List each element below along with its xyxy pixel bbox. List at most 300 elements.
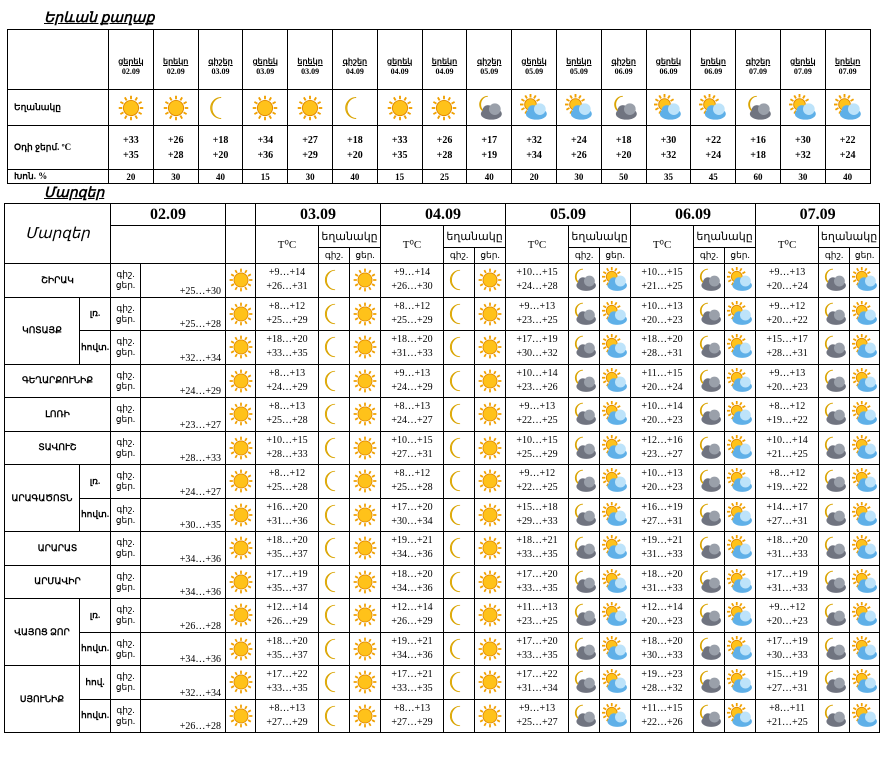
region-name: ՎԱՅՈՑ ՁՈՐ — [14, 626, 70, 637]
temp-night: +15…+19 — [766, 669, 808, 681]
sun-cloud-icon — [852, 602, 878, 628]
day-label: ցեր. — [115, 347, 136, 358]
sun-icon — [477, 435, 503, 461]
moon-icon — [446, 703, 472, 729]
sun-icon — [352, 267, 378, 293]
temp-max: +20 — [347, 149, 363, 161]
sun-icon — [352, 502, 378, 528]
day-label: ցեր. — [115, 682, 136, 693]
period-date: 02.09 — [166, 67, 185, 76]
weather-cell — [736, 90, 781, 126]
day-weather-cell — [350, 331, 381, 365]
sun-cloud-icon — [699, 94, 727, 122]
temp-max: +26 — [571, 149, 587, 161]
sun-cloud-icon — [852, 301, 878, 327]
weather-cell — [109, 90, 154, 126]
temp-cell — [631, 364, 694, 398]
temp-cell — [825, 126, 870, 170]
sun-cloud-icon — [789, 94, 817, 122]
temp-day: +31…+33 — [766, 549, 808, 561]
day-weather-cell — [725, 364, 756, 398]
weather-header-label: եղանակը — [446, 231, 503, 243]
region-cell — [5, 431, 111, 465]
temp-range: +28…+33 — [179, 453, 221, 464]
humidity-value: 45 — [708, 171, 718, 182]
moon-cloud-icon — [821, 703, 847, 729]
period-labels — [111, 532, 141, 566]
temp-night: +15…+17 — [766, 334, 808, 346]
temp-night: +17…+19 — [266, 568, 308, 580]
temp-max: +35 — [123, 149, 139, 161]
night-header — [319, 248, 350, 264]
weather-cell-0209 — [226, 398, 256, 432]
temp-night: +9…+13 — [768, 267, 806, 279]
day-weather-cell — [475, 264, 506, 298]
region-cell — [5, 465, 80, 532]
temp-day: +34…+36 — [391, 549, 433, 561]
moon-cloud-icon — [821, 267, 847, 293]
night-weather-cell — [569, 599, 600, 633]
night-weather-cell — [569, 364, 600, 398]
temp-header — [381, 226, 444, 264]
moon-cloud-icon — [475, 94, 503, 122]
moon-cloud-icon — [821, 602, 847, 628]
period-header — [198, 30, 243, 90]
day-weather-cell — [850, 431, 880, 465]
temp-day: +19…+22 — [766, 482, 808, 494]
moon-icon — [321, 435, 347, 461]
sun-cloud-icon — [852, 267, 878, 293]
moon-cloud-icon — [821, 502, 847, 528]
day-weather-cell — [600, 632, 631, 666]
weather-cell — [332, 90, 377, 126]
day-weather-cell — [725, 264, 756, 298]
temp-night: +12…+14 — [641, 602, 683, 614]
humidity-cell — [467, 170, 512, 184]
moon-cloud-icon — [571, 368, 597, 394]
day-weather-cell — [850, 331, 880, 365]
temp-night: +19…+21 — [391, 635, 433, 647]
period-label: ցերեկ — [521, 57, 547, 66]
humidity-value: 40 — [215, 171, 225, 182]
weather-cell — [288, 90, 333, 126]
sun-icon — [228, 468, 254, 494]
sun-cloud-icon — [852, 535, 878, 561]
temp-row-label: Օդի ջերմ. ºC — [14, 142, 72, 152]
humidity-value: 20 — [126, 171, 136, 182]
temp-max: +32 — [660, 149, 677, 161]
subregion-cell — [80, 699, 111, 733]
day-weather-cell — [600, 699, 631, 733]
region-name: ԼՈՌԻ — [45, 408, 70, 419]
day-weather-cell — [475, 599, 506, 633]
region-name: ԿՈՏԱՅՔ — [22, 325, 62, 335]
temp-night: +16…+20 — [266, 501, 308, 513]
day-weather-cell — [350, 666, 381, 700]
day-weather-cell — [850, 264, 880, 298]
weather-header — [569, 226, 631, 248]
temp-night: +19…+23 — [641, 669, 683, 681]
moon-icon — [446, 602, 472, 628]
period-label: ցերեկ — [655, 57, 682, 66]
weather-cell — [691, 90, 736, 126]
night-weather-cell — [819, 431, 850, 465]
sun-icon — [352, 468, 378, 494]
period-labels — [111, 599, 141, 633]
day-label: ցեր. — [115, 481, 136, 492]
day-weather-cell — [350, 699, 381, 733]
period-header — [825, 30, 870, 90]
weather-header — [819, 226, 880, 248]
temp-cell — [756, 565, 819, 599]
weather-row-label: Եղանակը — [14, 102, 61, 112]
temp-day: +34…+36 — [391, 649, 433, 661]
city-forecast-title: Երևան քաղաք — [44, 11, 155, 26]
temp-header-label: T⁰C — [402, 239, 422, 251]
humidity-cell — [332, 170, 377, 184]
period-date: 05.09 — [480, 67, 499, 76]
temp-day: +33…+35 — [266, 348, 308, 360]
sun-icon — [477, 569, 503, 595]
temp-day: +30…+33 — [641, 649, 683, 661]
moon-icon — [321, 401, 347, 427]
humidity-value: 15 — [260, 171, 270, 182]
night-weather-cell — [819, 297, 850, 331]
sun-cloud-icon — [602, 535, 628, 561]
night-weather-cell — [319, 632, 350, 666]
temp-cell — [756, 498, 819, 532]
night-weather-cell — [819, 632, 850, 666]
humidity-cell — [109, 170, 154, 184]
weather-cell — [198, 90, 243, 126]
temp-cell — [256, 666, 319, 700]
temp-cell — [631, 331, 694, 365]
sun-icon — [386, 94, 414, 122]
temp-night: +19…+21 — [391, 535, 433, 547]
temp-day: +20…+24 — [641, 381, 683, 393]
day-weather-cell — [850, 297, 880, 331]
moon-cloud-icon — [696, 334, 722, 360]
region-cell — [5, 398, 111, 432]
temp-cell — [506, 532, 569, 566]
sun-cloud-icon — [520, 94, 548, 122]
date-header — [506, 204, 631, 226]
temp-header-label: T⁰C — [777, 239, 797, 251]
humidity-cell — [825, 170, 870, 184]
temp-day: +34…+36 — [391, 582, 433, 594]
subregion-cell — [80, 498, 111, 532]
sun-icon — [352, 636, 378, 662]
night-weather-cell — [694, 398, 725, 432]
day-header-label: ցեր. — [480, 250, 500, 260]
day-weather-cell — [600, 331, 631, 365]
sun-cloud-icon — [727, 569, 753, 595]
temp-cell-0209 — [141, 297, 226, 331]
night-weather-cell — [694, 599, 725, 633]
temp-day: +25…+28 — [391, 482, 433, 494]
temp-day: +35…+37 — [266, 582, 308, 594]
subregion-cell — [80, 599, 111, 633]
sun-icon — [228, 636, 254, 662]
temp-night: +9…+12 — [518, 468, 556, 480]
day-label: ցեր. — [115, 715, 136, 726]
sun-cloud-icon — [727, 401, 753, 427]
humidity-cell — [512, 170, 557, 184]
day-weather-cell — [850, 364, 880, 398]
sun-cloud-icon — [852, 368, 878, 394]
weather-cell — [512, 90, 557, 126]
subregion-name: հովտ. — [80, 509, 110, 520]
period-header — [332, 30, 377, 90]
temp-day: +25…+28 — [266, 415, 308, 427]
sun-cloud-icon — [834, 94, 862, 122]
weather-header — [694, 226, 756, 248]
moon-cloud-icon — [571, 669, 597, 695]
moon-cloud-icon — [821, 435, 847, 461]
temp-cell — [381, 699, 444, 733]
temp-night: +8…+13 — [268, 401, 306, 413]
sun-cloud-icon — [602, 334, 628, 360]
period-date: 03.09 — [301, 67, 320, 76]
temp-max: +24 — [839, 149, 856, 161]
moon-icon — [446, 267, 472, 293]
sun-icon — [352, 334, 378, 360]
temp-day: +27…+31 — [391, 448, 433, 460]
night-header — [694, 248, 725, 264]
day-weather-cell — [350, 297, 381, 331]
temp-cell — [780, 126, 825, 170]
weather-cell — [422, 90, 467, 126]
temp-day: +23…+25 — [516, 616, 558, 628]
temp-cell-0209 — [141, 599, 226, 633]
period-date: 07.09 — [749, 67, 768, 76]
weather-cell-0209 — [226, 331, 256, 365]
moon-cloud-icon — [744, 94, 772, 122]
temp-day: +22…+25 — [516, 415, 558, 427]
moon-icon — [321, 502, 347, 528]
moon-cloud-icon — [696, 468, 722, 494]
temp-day: +23…+26 — [516, 381, 558, 393]
night-header — [444, 248, 475, 264]
weather-header — [319, 226, 381, 248]
temp-night: +18…+20 — [391, 334, 433, 346]
period-labels — [111, 331, 141, 365]
weather-cell — [153, 90, 198, 126]
temp-day: +31…+33 — [766, 582, 808, 594]
temp-night: +10…+15 — [516, 434, 558, 446]
period-label: երեկո — [566, 57, 592, 66]
day-weather-cell — [350, 264, 381, 298]
regions-header-label: Մարզեր — [25, 226, 90, 242]
temp-cell — [381, 532, 444, 566]
night-weather-cell — [569, 699, 600, 733]
sun-cloud-icon — [602, 636, 628, 662]
temp-cell — [756, 465, 819, 499]
temp-night: +18…+20 — [266, 635, 308, 647]
temp-cell — [256, 498, 319, 532]
subregion-cell — [80, 331, 111, 365]
temp-cell-0209 — [141, 699, 226, 733]
period-date: 07.09 — [793, 67, 812, 76]
temp-min: +33 — [391, 134, 408, 146]
period-header — [153, 30, 198, 90]
night-weather-cell — [569, 398, 600, 432]
moon-icon — [446, 435, 472, 461]
day-weather-cell — [850, 565, 880, 599]
temp-day: +25…+27 — [516, 716, 558, 728]
temp-night: +8…+12 — [268, 300, 306, 312]
period-label: երեկո — [297, 57, 323, 66]
temp-day: +31…+33 — [641, 549, 683, 561]
temp-night: +12…+14 — [391, 602, 433, 614]
sun-icon — [228, 401, 254, 427]
temp-night: +10…+15 — [266, 434, 308, 446]
night-label: գիշ. — [116, 637, 135, 648]
temp-day: +31…+34 — [516, 683, 558, 695]
temp-min: +32 — [526, 134, 542, 146]
night-weather-cell — [319, 331, 350, 365]
sun-cloud-icon — [602, 435, 628, 461]
sun-icon — [477, 334, 503, 360]
temp-header — [256, 226, 319, 264]
temp-night: +12…+16 — [641, 434, 683, 446]
temp-cell — [377, 126, 422, 170]
temp-day: +25…+29 — [516, 448, 558, 460]
date-label: 04.09 — [425, 205, 462, 223]
moon-cloud-icon — [696, 301, 722, 327]
night-weather-cell — [694, 364, 725, 398]
temp-night: +8…+13 — [268, 702, 306, 714]
night-weather-cell — [569, 331, 600, 365]
moon-cloud-icon — [821, 468, 847, 494]
sun-icon — [477, 703, 503, 729]
temp-night: +18…+20 — [266, 535, 308, 547]
temp-min: +30 — [795, 134, 811, 146]
weather-cell-0209 — [226, 465, 256, 499]
temp-cell — [381, 331, 444, 365]
regions-forecast-title: Մարզեր — [44, 186, 105, 201]
day-weather-cell — [725, 331, 756, 365]
night-weather-cell — [319, 532, 350, 566]
temp-cell — [691, 126, 736, 170]
moon-cloud-icon — [821, 669, 847, 695]
night-weather-cell — [444, 398, 475, 432]
temp-day: +27…+31 — [766, 683, 808, 695]
temp-cell — [256, 532, 319, 566]
temp-night: +9…+13 — [518, 401, 556, 413]
humidity-value: 60 — [753, 171, 763, 182]
period-date: 06.09 — [659, 67, 678, 76]
night-weather-cell — [694, 297, 725, 331]
period-header — [556, 30, 601, 90]
day-label: ցեր. — [115, 380, 136, 391]
temp-night: +8…+12 — [393, 468, 431, 480]
subregion-name: լռ. — [89, 475, 101, 486]
day-label: ցեր. — [115, 648, 136, 659]
night-weather-cell — [819, 565, 850, 599]
night-weather-cell — [444, 297, 475, 331]
temp-header-label: T⁰C — [527, 239, 547, 251]
period-header — [288, 30, 333, 90]
humidity-cell — [646, 170, 691, 184]
temp-day: +25…+29 — [266, 314, 308, 326]
moon-cloud-icon — [696, 602, 722, 628]
temp-range: +26…+28 — [179, 620, 221, 632]
temp-min: +30 — [660, 134, 677, 146]
region-cell — [5, 565, 111, 599]
temp-min: +22 — [839, 134, 856, 146]
day-weather-cell — [350, 565, 381, 599]
humidity-cell — [601, 170, 646, 184]
temp-day: +24…+28 — [516, 281, 558, 293]
temp-night: +8…+12 — [393, 300, 431, 312]
period-labels — [111, 565, 141, 599]
moon-icon — [446, 502, 472, 528]
period-label: ցերեկ — [252, 57, 278, 66]
temp-max: +18 — [750, 149, 766, 161]
night-label: գիշ. — [116, 604, 135, 615]
day-weather-cell — [725, 297, 756, 331]
temp-cell-0209 — [141, 331, 226, 365]
temp-night: +8…+13 — [393, 401, 431, 413]
temp-day: +33…+35 — [266, 683, 308, 695]
period-header — [422, 30, 467, 90]
night-label: գիշ. — [116, 403, 135, 414]
night-weather-cell — [569, 498, 600, 532]
day-weather-cell — [850, 398, 880, 432]
weather-cell-0209 — [226, 599, 256, 633]
humidity-value: 15 — [395, 171, 405, 182]
temp-cell — [631, 431, 694, 465]
moon-cloud-icon — [571, 301, 597, 327]
temp-day: +27…+29 — [266, 716, 308, 728]
temp-cell-0209 — [141, 264, 226, 298]
sun-icon — [117, 94, 145, 122]
period-labels — [111, 264, 141, 298]
region-cell — [5, 532, 111, 566]
date-header — [256, 204, 381, 226]
temp-cell — [506, 565, 569, 599]
sun-cloud-icon — [727, 602, 753, 628]
temp-cell — [381, 565, 444, 599]
moon-icon — [446, 334, 472, 360]
temp-day: +28…+32 — [641, 683, 683, 695]
night-weather-cell — [444, 498, 475, 532]
day-weather-cell — [600, 599, 631, 633]
weather-header — [444, 226, 506, 248]
sun-cloud-icon — [602, 267, 628, 293]
temp-range: +32…+34 — [179, 687, 221, 699]
day-weather-cell — [850, 532, 880, 566]
sun-cloud-icon — [852, 669, 878, 695]
row-header — [8, 90, 109, 126]
temp-range: +30…+35 — [179, 520, 221, 531]
temp-night: +8…+12 — [768, 468, 806, 480]
sun-icon — [477, 669, 503, 695]
temp-cell — [256, 599, 319, 633]
sun-cloud-icon — [727, 703, 753, 729]
weather-header-label: եղանակը — [571, 231, 628, 243]
sun-cloud-icon — [727, 267, 753, 293]
period-date: 03.09 — [256, 67, 275, 76]
humidity-value: 30 — [305, 171, 315, 182]
sun-cloud-icon — [602, 401, 628, 427]
night-weather-cell — [319, 364, 350, 398]
sun-icon — [228, 703, 254, 729]
night-weather-cell — [819, 398, 850, 432]
temp-header-label: T⁰C — [277, 239, 297, 251]
day-label: ցեր. — [115, 615, 136, 626]
